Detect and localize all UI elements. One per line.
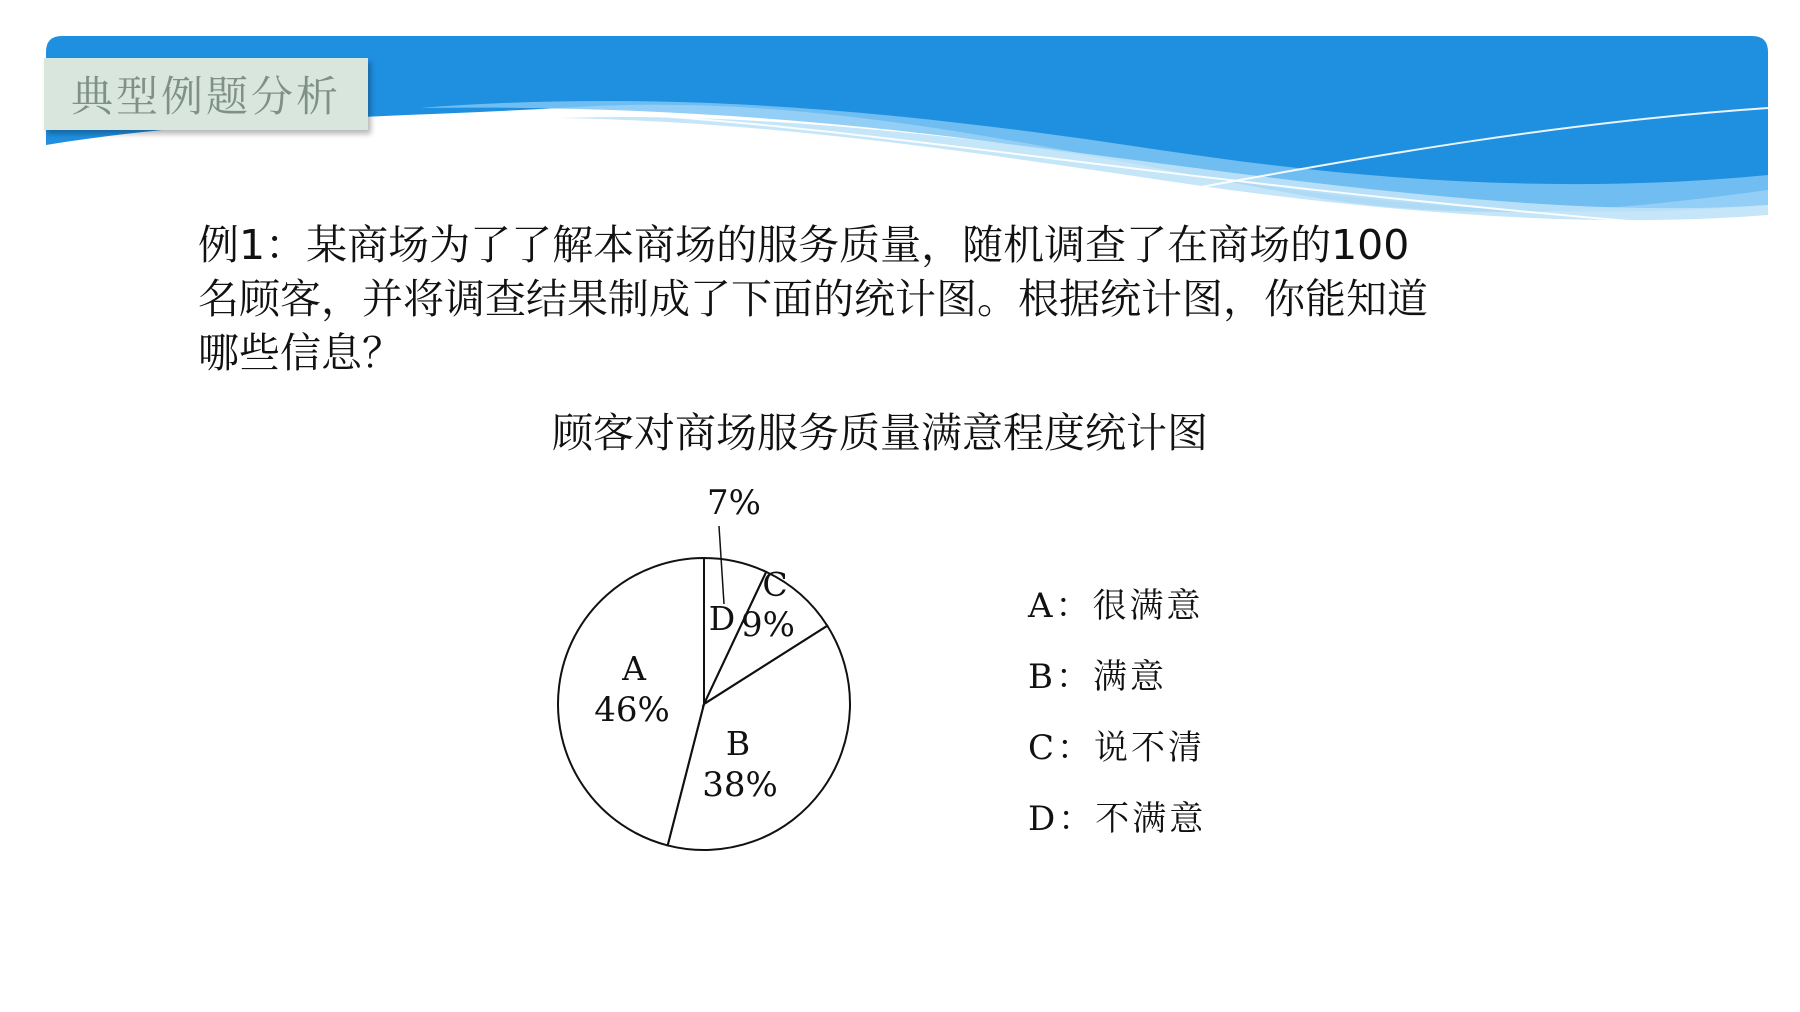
question-line-2: 名顾客，并将调查结果制成了下面的统计图。根据统计图，你能知道	[198, 275, 1428, 323]
legend-item-b: B：满意	[1028, 657, 1167, 697]
pie-label-d: D	[708, 599, 736, 638]
pie-label-c: C	[762, 565, 788, 604]
question-line-1: 例1：某商场为了了解本商场的服务质量，随机调查了在商场的100	[198, 221, 1410, 269]
pie-value-c: 9%	[741, 605, 795, 645]
chart-title: 顾客对商场服务质量满意程度统计图	[552, 409, 1208, 457]
legend-item-d: D：不满意	[1028, 799, 1207, 839]
pie-value-b: 38%	[702, 765, 778, 805]
pie-value-a: 46%	[594, 690, 670, 730]
pie-value-d: 7%	[707, 483, 761, 523]
section-title: 典型例题分析	[70, 72, 341, 121]
chart-legend	[1028, 578, 1206, 862]
legend-item-c: C：说不清	[1028, 728, 1206, 768]
legend-item-a: A：很满意	[1028, 586, 1204, 626]
pie-leader-line-d	[719, 526, 724, 604]
question-line-3: 哪些信息？	[198, 329, 403, 377]
pie-label-b: B	[725, 724, 751, 763]
question-text	[198, 218, 1598, 380]
section-title-tab	[44, 58, 368, 130]
pie-chart	[500, 470, 940, 870]
pie-label-a: A	[622, 649, 646, 688]
